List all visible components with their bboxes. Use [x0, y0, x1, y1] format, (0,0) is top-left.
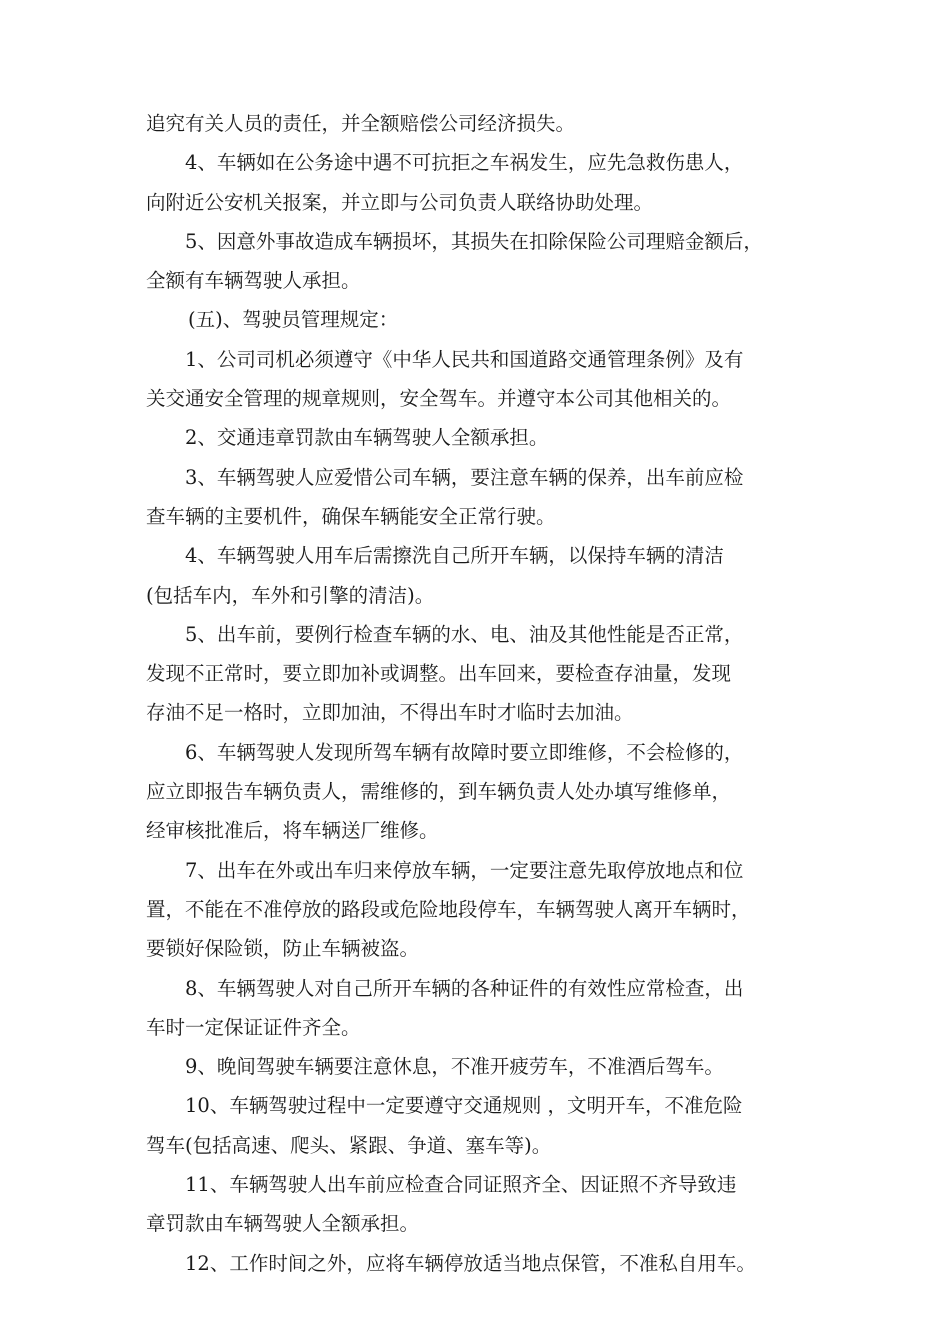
paragraph-line: 7、出车在外或出车归来停放车辆，一定要注意先取停放地点和位: [185, 858, 744, 882]
paragraph-line: 5、出车前，要例行检查车辆的水、电、油及其他性能是否正常，: [185, 622, 744, 646]
paragraph-continuation-line: 应立即报告车辆负责人，需维修的，到车辆负责人处办填写维修单，: [146, 780, 732, 804]
paragraph-continuation-line: (包括车内，车外和引擎的清洁)。: [146, 583, 435, 607]
paragraph-line: 8、车辆驾驶人对自己所开车辆的各种证件的有效性应常检查，出: [185, 976, 744, 1000]
paragraph-line: 12、工作时间之外，应将车辆停放适当地点保管，不准私自用车。: [185, 1251, 756, 1275]
paragraph-line: 9、晚间驾驶车辆要注意休息，不准开疲劳车，不准酒后驾车。: [185, 1055, 724, 1079]
paragraph-line: 4、车辆如在公务途中遇不可抗拒之车祸发生，应先急救伤患人，: [185, 151, 744, 175]
paragraph-continuation-line: 车时一定保证证件齐全。: [146, 1015, 361, 1039]
paragraph-continuation-line: 章罚款由车辆驾驶人全额承担。: [146, 1212, 420, 1236]
paragraph-line: 5、因意外事故造成车辆损坏，其损失在扣除保险公司理赔金额后，: [185, 229, 763, 253]
document-body: [146, 104, 826, 1283]
paragraph-line: 1、公司司机必须遵守《中华人民共和国道路交通管理条例》及有: [185, 347, 744, 371]
paragraph-line: 6、车辆驾驶人发现所驾车辆有故障时要立即维修，不会检修的，: [185, 740, 744, 764]
paragraph-line: (五)、驾驶员管理规定：: [188, 308, 399, 332]
paragraph-line: 2、交通违章罚款由车辆驾驶人全额承担。: [185, 426, 549, 450]
paragraph-continuation-line: 要锁好保险锁，防止车辆被盗。: [146, 937, 420, 961]
paragraph-continuation-line: 存油不足一格时，立即加油，不得出车时才临时去加油。: [146, 701, 634, 725]
paragraph-line: 10、车辆驾驶过程中一定要遵守交通规则 ，文明开车，不准危险: [185, 1094, 743, 1118]
paragraph-continuation-line: 发现不正常时，要立即加补或调整。出车回来，要检查存油量，发现: [146, 662, 732, 686]
paragraph-continuation-line: 查车辆的主要机件，确保车辆能安全正常行驶。: [146, 504, 556, 528]
paragraph-continuation-line: 经审核批准后，将车辆送厂维修。: [146, 819, 439, 843]
paragraph-line: 4、车辆驾驶人用车后需擦洗自己所开车辆，以保持车辆的清洁: [185, 544, 724, 568]
paragraph-continuation-line: 全额有车辆驾驶人承担。: [146, 269, 361, 293]
paragraph-continuation-line: 向附近公安机关报案，并立即与公司负责人联络协助处理。: [146, 190, 654, 214]
paragraph-continuation-line: 驾车(包括高速、爬头、紧跟、争道、塞车等)。: [146, 1133, 552, 1157]
paragraph-continuation-line: 关交通安全管理的规章规则，安全驾车。并遵守本公司其他相关的。: [146, 387, 732, 411]
paragraph-line: 11、车辆驾驶人出车前应检查合同证照齐全、因证照不齐导致违: [185, 1173, 737, 1197]
paragraph-continuation-line: 置，不能在不准停放的路段或危险地段停车，车辆驾驶人离开车辆时，: [146, 897, 751, 921]
paragraph-line: 追究有关人员的责任，并全额赔偿公司经济损失。: [146, 112, 576, 135]
paragraph-line: 3、车辆驾驶人应爱惜公司车辆，要注意车辆的保养，出车前应检: [185, 465, 744, 489]
